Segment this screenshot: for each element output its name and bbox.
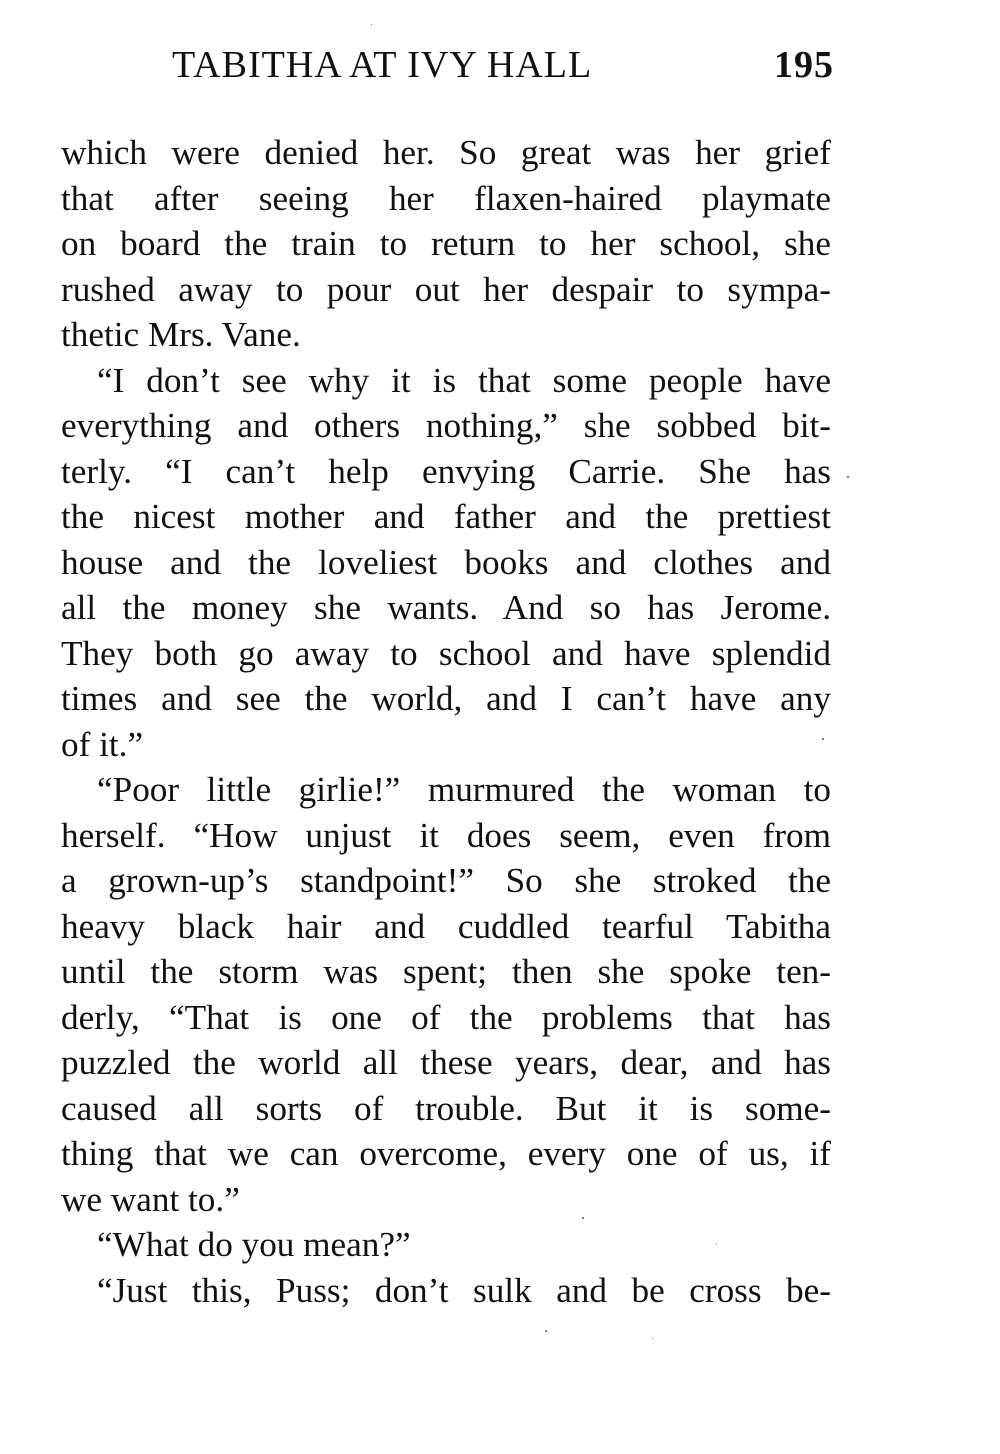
scan-speck — [847, 476, 849, 478]
text-line: times and see the world, and I can’t have any — [61, 679, 831, 718]
text-line: puzzled the world all these years, dear, and has — [61, 1043, 831, 1082]
scan-speck — [582, 1217, 584, 1219]
text-line: heavy black hair and cuddled tearful Tabitha — [61, 906, 831, 946]
text-line: “I don’t see why it is that some people have — [97, 360, 831, 400]
text-line: of it.” — [61, 724, 144, 764]
running-head — [172, 42, 834, 88]
scan-speck — [371, 24, 372, 25]
text-line: derly, “That is one of the problems that has — [61, 997, 831, 1037]
running-title: TABITHA AT IVY HALL — [172, 44, 593, 86]
text-line: everything and others nothing,” she sobbed bit- — [61, 406, 831, 445]
text-line: the nicest mother and father and the prettiest — [61, 497, 831, 536]
text-line: thetic Mrs. Vane. — [61, 315, 301, 354]
body-text — [61, 130, 831, 1313]
scan-speck — [652, 1338, 653, 1339]
text-line: They both go away to school and have splendid — [61, 633, 831, 673]
text-line: rushed away to pour out her despair to sympa- — [61, 269, 831, 309]
text-line: caused all sorts of trouble. But it is some- — [61, 1088, 831, 1128]
text-line: herself. “How unjust it does seem, even from — [61, 815, 831, 855]
scan-speck — [716, 1243, 717, 1244]
text-line: thing that we can overcome, every one of us, if — [61, 1134, 831, 1173]
text-line: until the storm was spent; then she spoke ten- — [61, 952, 831, 991]
text-line: “Poor little girlie!” murmured the woman to — [97, 770, 831, 809]
text-line: terly. “I can’t help envying Carrie. She has — [61, 451, 831, 491]
text-line: a grown-up’s standpoint!” So she stroked the — [61, 861, 831, 900]
text-line: “What do you mean?” — [97, 1225, 411, 1264]
text-line: all the money she wants. And so has Jerome. — [61, 588, 831, 627]
scan-speck — [822, 738, 824, 740]
page-number: 195 — [774, 44, 834, 86]
text-line: house and the loveliest books and clothes and — [61, 542, 831, 582]
text-line: on board the train to return to her school, she — [61, 224, 831, 263]
text-line: we want to.” — [61, 1179, 240, 1219]
text-line: which were denied her. So great was her grief — [61, 133, 831, 172]
text-line: that after seeing her flaxen-haired playmate — [61, 178, 831, 218]
scan-speck — [545, 1330, 547, 1332]
text-line: “Just this, Puss; don’t sulk and be cross be- — [97, 1270, 831, 1310]
